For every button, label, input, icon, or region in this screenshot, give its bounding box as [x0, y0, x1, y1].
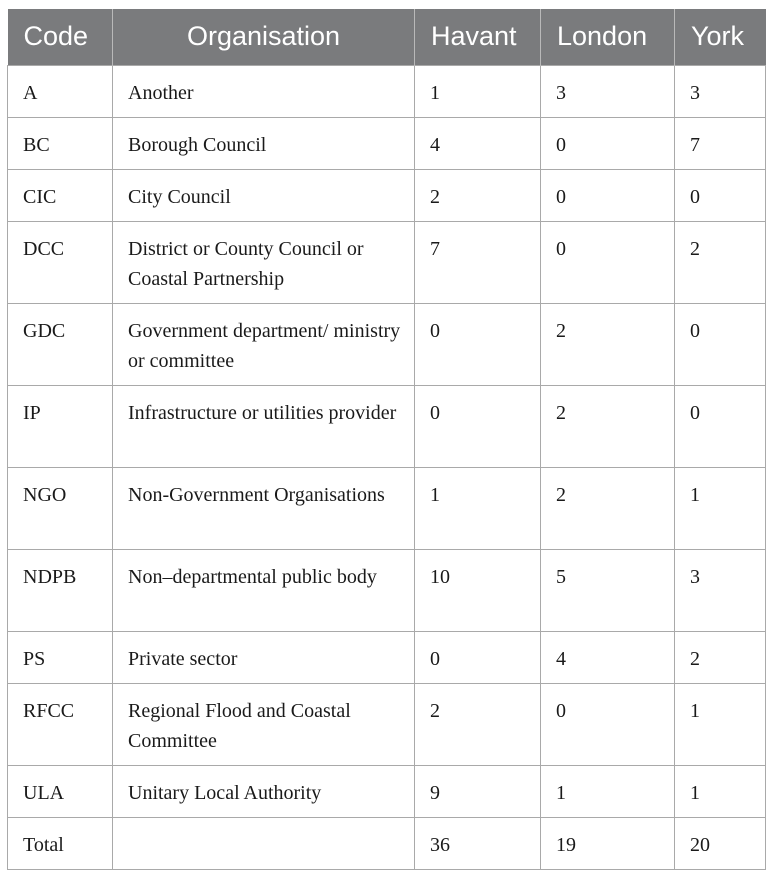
code-cell: CIC — [8, 169, 113, 221]
london-total-cell: 19 — [541, 817, 675, 869]
york-total-cell: 20 — [675, 817, 766, 869]
code-cell: IP — [8, 385, 113, 467]
table-row — [8, 303, 766, 385]
header-organisation: Organisation — [113, 9, 415, 65]
organisation-cell: Non-Government Organisations — [113, 467, 415, 549]
header-havant: Havant — [415, 9, 541, 65]
havant-cell: 0 — [415, 303, 541, 385]
york-cell: 1 — [675, 683, 766, 765]
london-cell: 0 — [541, 683, 675, 765]
london-cell: 0 — [541, 117, 675, 169]
code-cell: NGO — [8, 467, 113, 549]
table-row — [8, 65, 766, 117]
london-cell: 1 — [541, 765, 675, 817]
total-row — [8, 817, 766, 869]
code-cell: A — [8, 65, 113, 117]
havant-cell: 7 — [415, 221, 541, 303]
havant-total-cell: 36 — [415, 817, 541, 869]
table-row — [8, 467, 766, 549]
table-row — [8, 221, 766, 303]
york-cell: 0 — [675, 303, 766, 385]
organisation-cell — [113, 817, 415, 869]
organisation-cell: Private sector — [113, 631, 415, 683]
organisation-cell: District or County Council or Coastal Partnership — [113, 221, 415, 303]
york-cell: 7 — [675, 117, 766, 169]
havant-cell: 0 — [415, 385, 541, 467]
organisation-cell: Government department/ ministry or committee — [113, 303, 415, 385]
header-code: Code — [23, 21, 89, 52]
london-cell: 0 — [541, 169, 675, 221]
york-cell: 3 — [675, 549, 766, 631]
table-header — [8, 9, 766, 65]
total-label-cell: Total — [8, 817, 113, 869]
code-cell: RFCC — [8, 683, 113, 765]
code-cell: GDC — [8, 303, 113, 385]
table-row — [8, 385, 766, 467]
code-cell: ULA — [8, 765, 113, 817]
london-cell: 5 — [541, 549, 675, 631]
york-cell: 0 — [675, 385, 766, 467]
york-cell: 1 — [675, 765, 766, 817]
organisation-cell: Non–departmental public body — [113, 549, 415, 631]
code-cell: BC — [8, 117, 113, 169]
table-row — [8, 765, 766, 817]
york-cell: 0 — [675, 169, 766, 221]
code-cell: PS — [8, 631, 113, 683]
london-cell: 2 — [541, 303, 675, 385]
london-cell: 0 — [541, 221, 675, 303]
york-cell: 2 — [675, 631, 766, 683]
table-body — [8, 65, 766, 869]
table-row — [8, 169, 766, 221]
table-row — [8, 549, 766, 631]
organisation-cell: Another — [113, 65, 415, 117]
code-cell: DCC — [8, 221, 113, 303]
york-cell: 1 — [675, 467, 766, 549]
havant-cell: 0 — [415, 631, 541, 683]
london-cell: 4 — [541, 631, 675, 683]
havant-cell: 10 — [415, 549, 541, 631]
london-cell: 2 — [541, 385, 675, 467]
york-cell: 3 — [675, 65, 766, 117]
havant-cell: 2 — [415, 169, 541, 221]
table-row — [8, 631, 766, 683]
header-london: London — [541, 9, 675, 65]
organisation-cell: Unitary Local Authority — [113, 765, 415, 817]
table-row — [8, 117, 766, 169]
organisation-table — [7, 9, 766, 870]
header-york: York — [675, 9, 766, 65]
organisation-cell: Regional Flood and Coastal Committee — [113, 683, 415, 765]
havant-cell: 9 — [415, 765, 541, 817]
organisation-cell: Borough Council — [113, 117, 415, 169]
havant-cell: 1 — [415, 65, 541, 117]
header-row — [8, 9, 766, 65]
london-cell: 3 — [541, 65, 675, 117]
havant-cell: 1 — [415, 467, 541, 549]
london-cell: 2 — [541, 467, 675, 549]
york-cell: 2 — [675, 221, 766, 303]
code-cell: NDPB — [8, 549, 113, 631]
havant-cell: 2 — [415, 683, 541, 765]
havant-cell: 4 — [415, 117, 541, 169]
organisation-cell: City Council — [113, 169, 415, 221]
organisation-cell: Infrastructure or utilities provider — [113, 385, 415, 467]
table-row — [8, 683, 766, 765]
